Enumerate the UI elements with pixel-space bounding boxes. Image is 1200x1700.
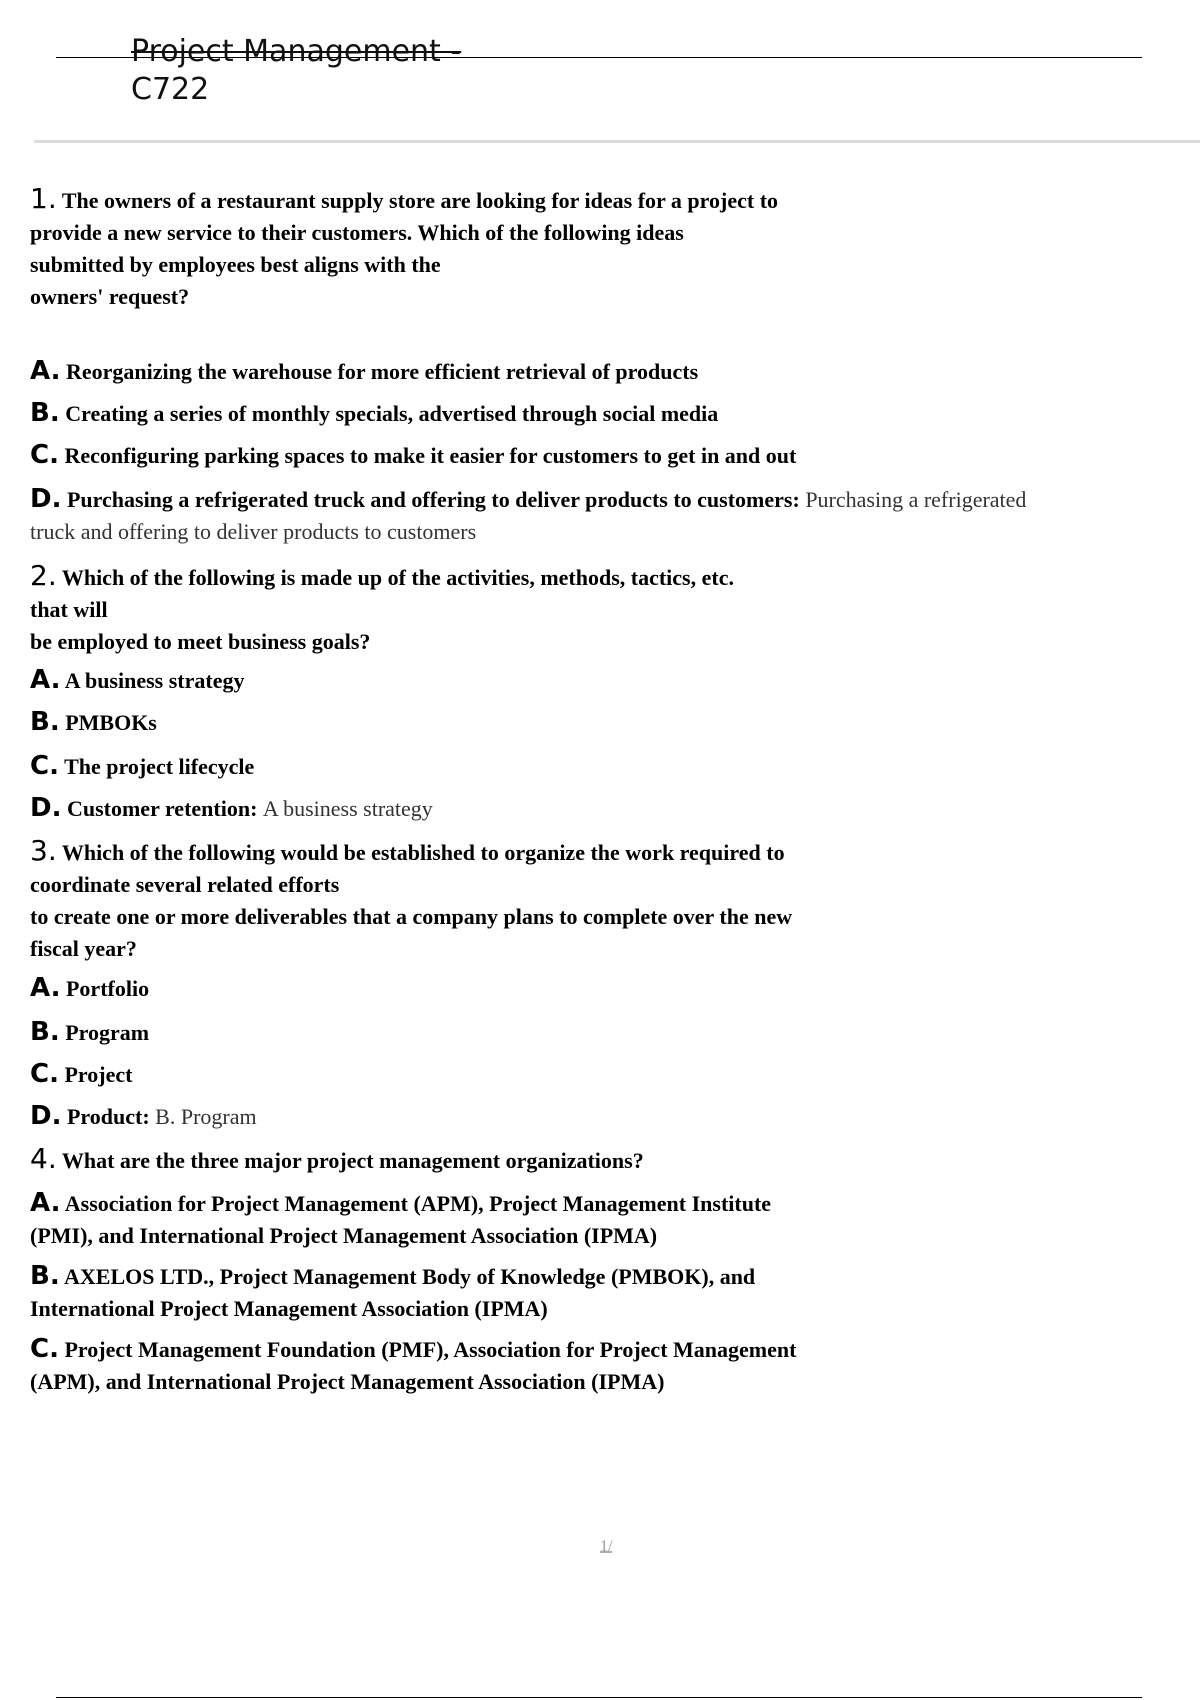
- title-line-2: C722: [131, 72, 210, 107]
- option-text: AXELOS LTD., Project Management Body of Knowledge (PMBOK), and: [64, 1264, 756, 1289]
- stem-line: submitted by employees best aligns with the: [30, 252, 441, 277]
- document-title: [131, 33, 461, 109]
- option-b: [30, 1260, 755, 1325]
- answer-text: B. Program: [155, 1104, 257, 1129]
- option-d: [30, 483, 1026, 548]
- option-letter: A.: [30, 665, 61, 695]
- option-c: [30, 750, 254, 783]
- option-a: [30, 1187, 771, 1252]
- option-letter: C.: [30, 751, 59, 781]
- question-stem: [30, 560, 734, 658]
- option-letter: C.: [30, 1059, 59, 1089]
- option-letter: B.: [30, 1017, 60, 1047]
- option-text: Purchasing a refrigerated truck and offering to deliver products to customers:: [66, 487, 800, 512]
- option-text: Reconfiguring parking spaces to make it easier for customers to get in and out: [64, 443, 797, 468]
- page-number: 1/: [600, 1538, 613, 1555]
- option-text: Project Management Foundation (PMF), Association for Project Management: [64, 1337, 797, 1362]
- option-letter: B.: [30, 1261, 60, 1291]
- answer-text: A business strategy: [262, 796, 433, 821]
- question-stem: [30, 835, 792, 965]
- stem-line: Which of the following is made up of the activities, methods, tactics, etc.: [61, 565, 734, 590]
- question-number: 3.: [30, 834, 57, 867]
- footer-bottom-rule: [56, 1697, 1142, 1698]
- option-text: Creating a series of monthly specials, advertised through social media: [65, 401, 719, 426]
- stem-line: The owners of a restaurant supply store are looking for ideas for a project to: [61, 188, 779, 213]
- option-letter: D.: [30, 793, 62, 823]
- option-a: [30, 972, 149, 1005]
- option-text: A business strategy: [64, 668, 245, 693]
- stem-line: owners' request?: [30, 284, 190, 309]
- stem-line: provide a new service to their customers. Which of the following ideas: [30, 220, 684, 245]
- option-letter: D.: [30, 484, 62, 514]
- option-text-continued: International Project Management Association (IPMA): [30, 1296, 548, 1321]
- option-text: Product:: [66, 1104, 150, 1129]
- stem-line: be employed to meet business goals?: [30, 629, 371, 654]
- answer-text: Purchasing a refrigerated: [805, 487, 1027, 512]
- option-text: Portfolio: [65, 976, 150, 1001]
- option-letter: D.: [30, 1101, 62, 1131]
- option-text-continued: (PMI), and International Project Management Association (IPMA): [30, 1223, 658, 1248]
- question-number: 2.: [30, 559, 57, 592]
- option-c: [30, 1058, 132, 1091]
- option-b: [30, 397, 718, 430]
- question-1: [30, 183, 778, 313]
- option-text: Program: [65, 1020, 150, 1045]
- option-letter: C.: [30, 440, 59, 470]
- option-b: [30, 706, 157, 739]
- stem-line: fiscal year?: [30, 936, 137, 961]
- option-c: [30, 1333, 796, 1398]
- question-number: 1.: [30, 182, 57, 215]
- option-a: [30, 664, 244, 697]
- option-letter: A.: [30, 1188, 61, 1218]
- stem-line: Which of the following would be established to organize the work required to: [61, 840, 785, 865]
- title-line-1: Project Management -: [131, 34, 462, 69]
- option-text: The project lifecycle: [64, 754, 255, 779]
- option-text-continued: (APM), and International Project Management Association (IPMA): [30, 1369, 665, 1394]
- question-3: [30, 835, 792, 965]
- option-letter: A.: [30, 356, 61, 386]
- option-text: Reorganizing the warehouse for more efficient retrieval of products: [65, 359, 699, 384]
- option-b: [30, 1016, 149, 1049]
- answer-text-continued: truck and offering to deliver products to customers: [30, 519, 477, 544]
- option-text: Project: [64, 1062, 133, 1087]
- option-letter: B.: [30, 707, 60, 737]
- question-stem: [30, 183, 778, 313]
- option-text: Association for Project Management (APM), Project Management Institute: [64, 1191, 772, 1216]
- stem-line: to create one or more deliverables that a company plans to complete over the new: [30, 904, 793, 929]
- option-c: [30, 439, 796, 472]
- option-letter: A.: [30, 973, 61, 1003]
- header-divider: [34, 140, 1200, 143]
- option-letter: C.: [30, 1334, 59, 1364]
- option-d: [30, 792, 433, 825]
- option-d: [30, 1100, 257, 1133]
- stem-line: What are the three major project management organizations?: [61, 1148, 644, 1173]
- question-4: [30, 1143, 644, 1177]
- question-number: 4.: [30, 1142, 57, 1175]
- stem-line: that will: [30, 597, 108, 622]
- option-letter: B.: [30, 398, 60, 428]
- option-text: PMBOKs: [65, 710, 157, 735]
- question-stem: [30, 1143, 644, 1177]
- option-text: Customer retention:: [66, 796, 258, 821]
- stem-line: coordinate several related efforts: [30, 872, 340, 897]
- question-2: [30, 560, 734, 658]
- option-a: [30, 355, 698, 388]
